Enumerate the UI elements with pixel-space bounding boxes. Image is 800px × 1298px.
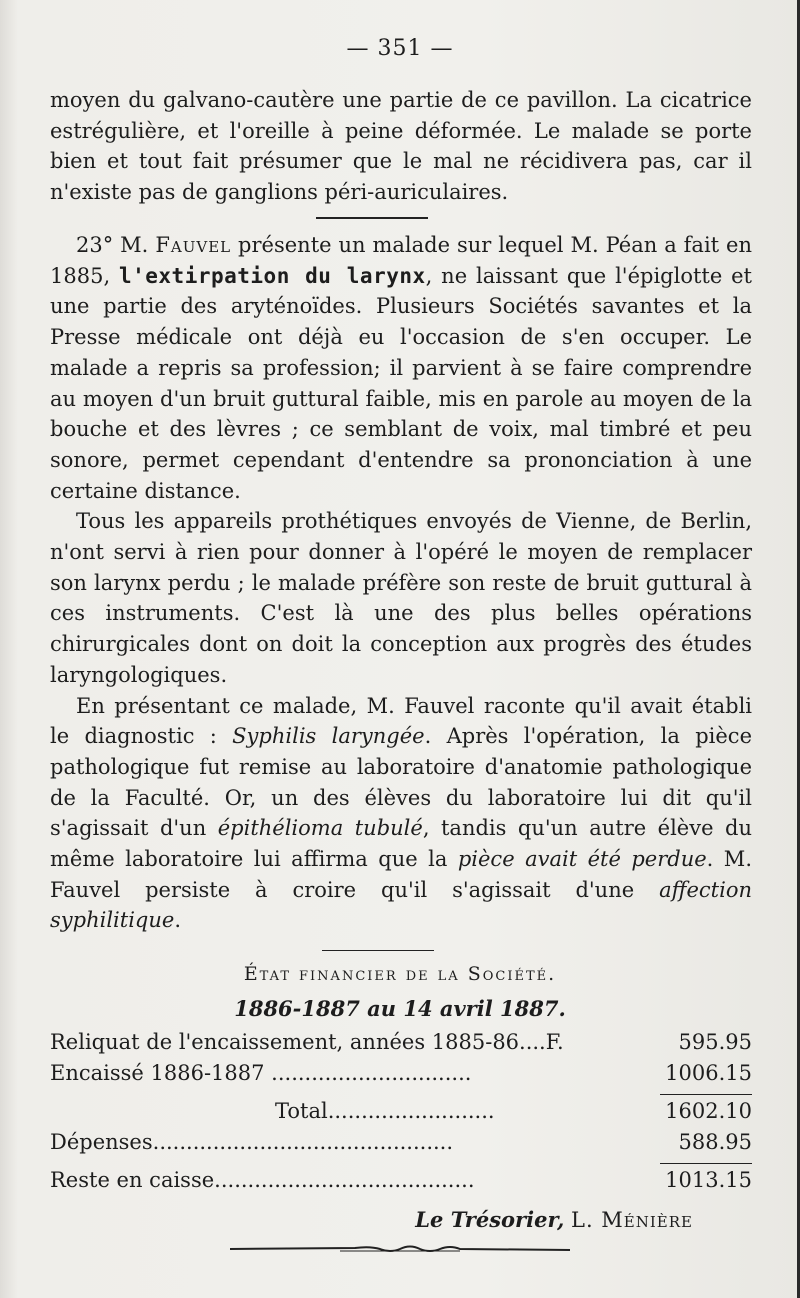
finance-heading: État financier de la Société. [243, 963, 557, 985]
para4-text-1: En présentant ce malade, M. Fauvel raconte qu'il avait établi le diagnostic : [50, 693, 752, 749]
italic-affection: affection syphilitique [50, 877, 752, 933]
finance-row-label: Dépenses............................................. [50, 1130, 454, 1154]
signature-name: L. Ménière [571, 1208, 693, 1232]
body-text [50, 230, 752, 936]
finance-row-amount: 595.95 [678, 1030, 752, 1054]
para1-line2: cicatrice estrégulière, et l'oreille à peine déformée. Le malade [50, 88, 752, 143]
ornament-divider-icon [230, 1240, 570, 1258]
case-number: 23° M. [76, 233, 149, 257]
finance-period: 1886-1887 au 14 avril 1887. [234, 996, 566, 1021]
paragraph-case-23 [50, 230, 752, 506]
para2-text-1: présente un malade sur lequel M. Péan a fait en 1885, [50, 233, 753, 288]
finance-row-amount: 1602.10 [665, 1099, 752, 1123]
sum-rule-2 [660, 1163, 752, 1164]
para4-text-3: , tandis qu'un autre élève du même laboratoire lui affirma que la [50, 816, 752, 872]
section-divider [316, 217, 428, 219]
sum-rule [660, 1094, 752, 1095]
signature-title: Le Trésorier, [415, 1207, 565, 1232]
section-divider-2 [322, 950, 434, 951]
page-number: — 351 — [346, 36, 454, 61]
paragraph-prosthetics: Tous les appareils prothétiques envoyés de Vienne, de Berlin, n'ont servi à rien pour donner à l'opéré le moyen de remplacer son larynx perdu ; le malade préfère son reste de bruit guttural à ces instruments. C'est là une des plus belles opérations chirurgicales dont on doit la conception aux progrès des études laryngologiques. [50, 509, 752, 687]
italic-epithelioma: épithélioma tubulé [217, 816, 423, 841]
para1-line1: moyen du galvano-cautère une partie de ce pavillon. La [50, 88, 652, 112]
signature [415, 1207, 693, 1232]
para4-text-4: . M. Fauvel persiste à croire qu'il s'agissait d'une [50, 847, 752, 902]
para2-text-2: , ne laissant que l'épiglotte et une partie des aryténoïdes. Plusieurs Sociétés savantes et la Presse médicale ont déjà eu l'occasion de s'en occuper. Le malade a repris sa profession; il parvient à se faire comprendre au moyen d'un bruit guttural faible, mis en parole au moyen de la bouche et des lèvres ; ce semblant de voix, mal timbré et peu sonore, permet cependant d'entendre sa prononciation à une certaine distance. [50, 263, 752, 503]
para4-text-2: . Après l'opération, la pièce pathologique fut remise au laboratoire d'anatomie pathologique de la Faculté. Or, un des élèves du laboratoire lui dit qu'il s'agissait d'un [50, 724, 752, 841]
para1-line4: pas, car il n'existe pas de ganglions péri-auriculaires. [50, 149, 752, 205]
finance-row-label: Reste en caisse....................................... [50, 1168, 475, 1192]
author-name: Fauvel [155, 233, 232, 257]
finance-row-amount: 588.95 [678, 1130, 752, 1154]
para4-text-5: . [174, 908, 181, 933]
paragraph-diagnosis [50, 691, 752, 937]
italic-lost-piece: pièce avait été perdue [457, 847, 707, 872]
finance-row-amount: 1006.15 [665, 1061, 752, 1085]
finance-row-label: Encaissé 1886-1887 .............................. [50, 1061, 472, 1085]
paragraph-intro [50, 85, 752, 208]
para1-line3: se porte bien et tout fait présumer que le mal ne récidivera [50, 118, 752, 174]
finance-row-label: Total......................... [275, 1099, 495, 1123]
finance-row-label: Reliquat de l'encaissement, années 1885-86....F. [50, 1030, 564, 1054]
italic-diagnosis: Syphilis laryngée [232, 724, 425, 749]
finance-row-amount: 1013.15 [665, 1168, 752, 1192]
bold-term: l'extirpation du larynx [118, 263, 426, 288]
